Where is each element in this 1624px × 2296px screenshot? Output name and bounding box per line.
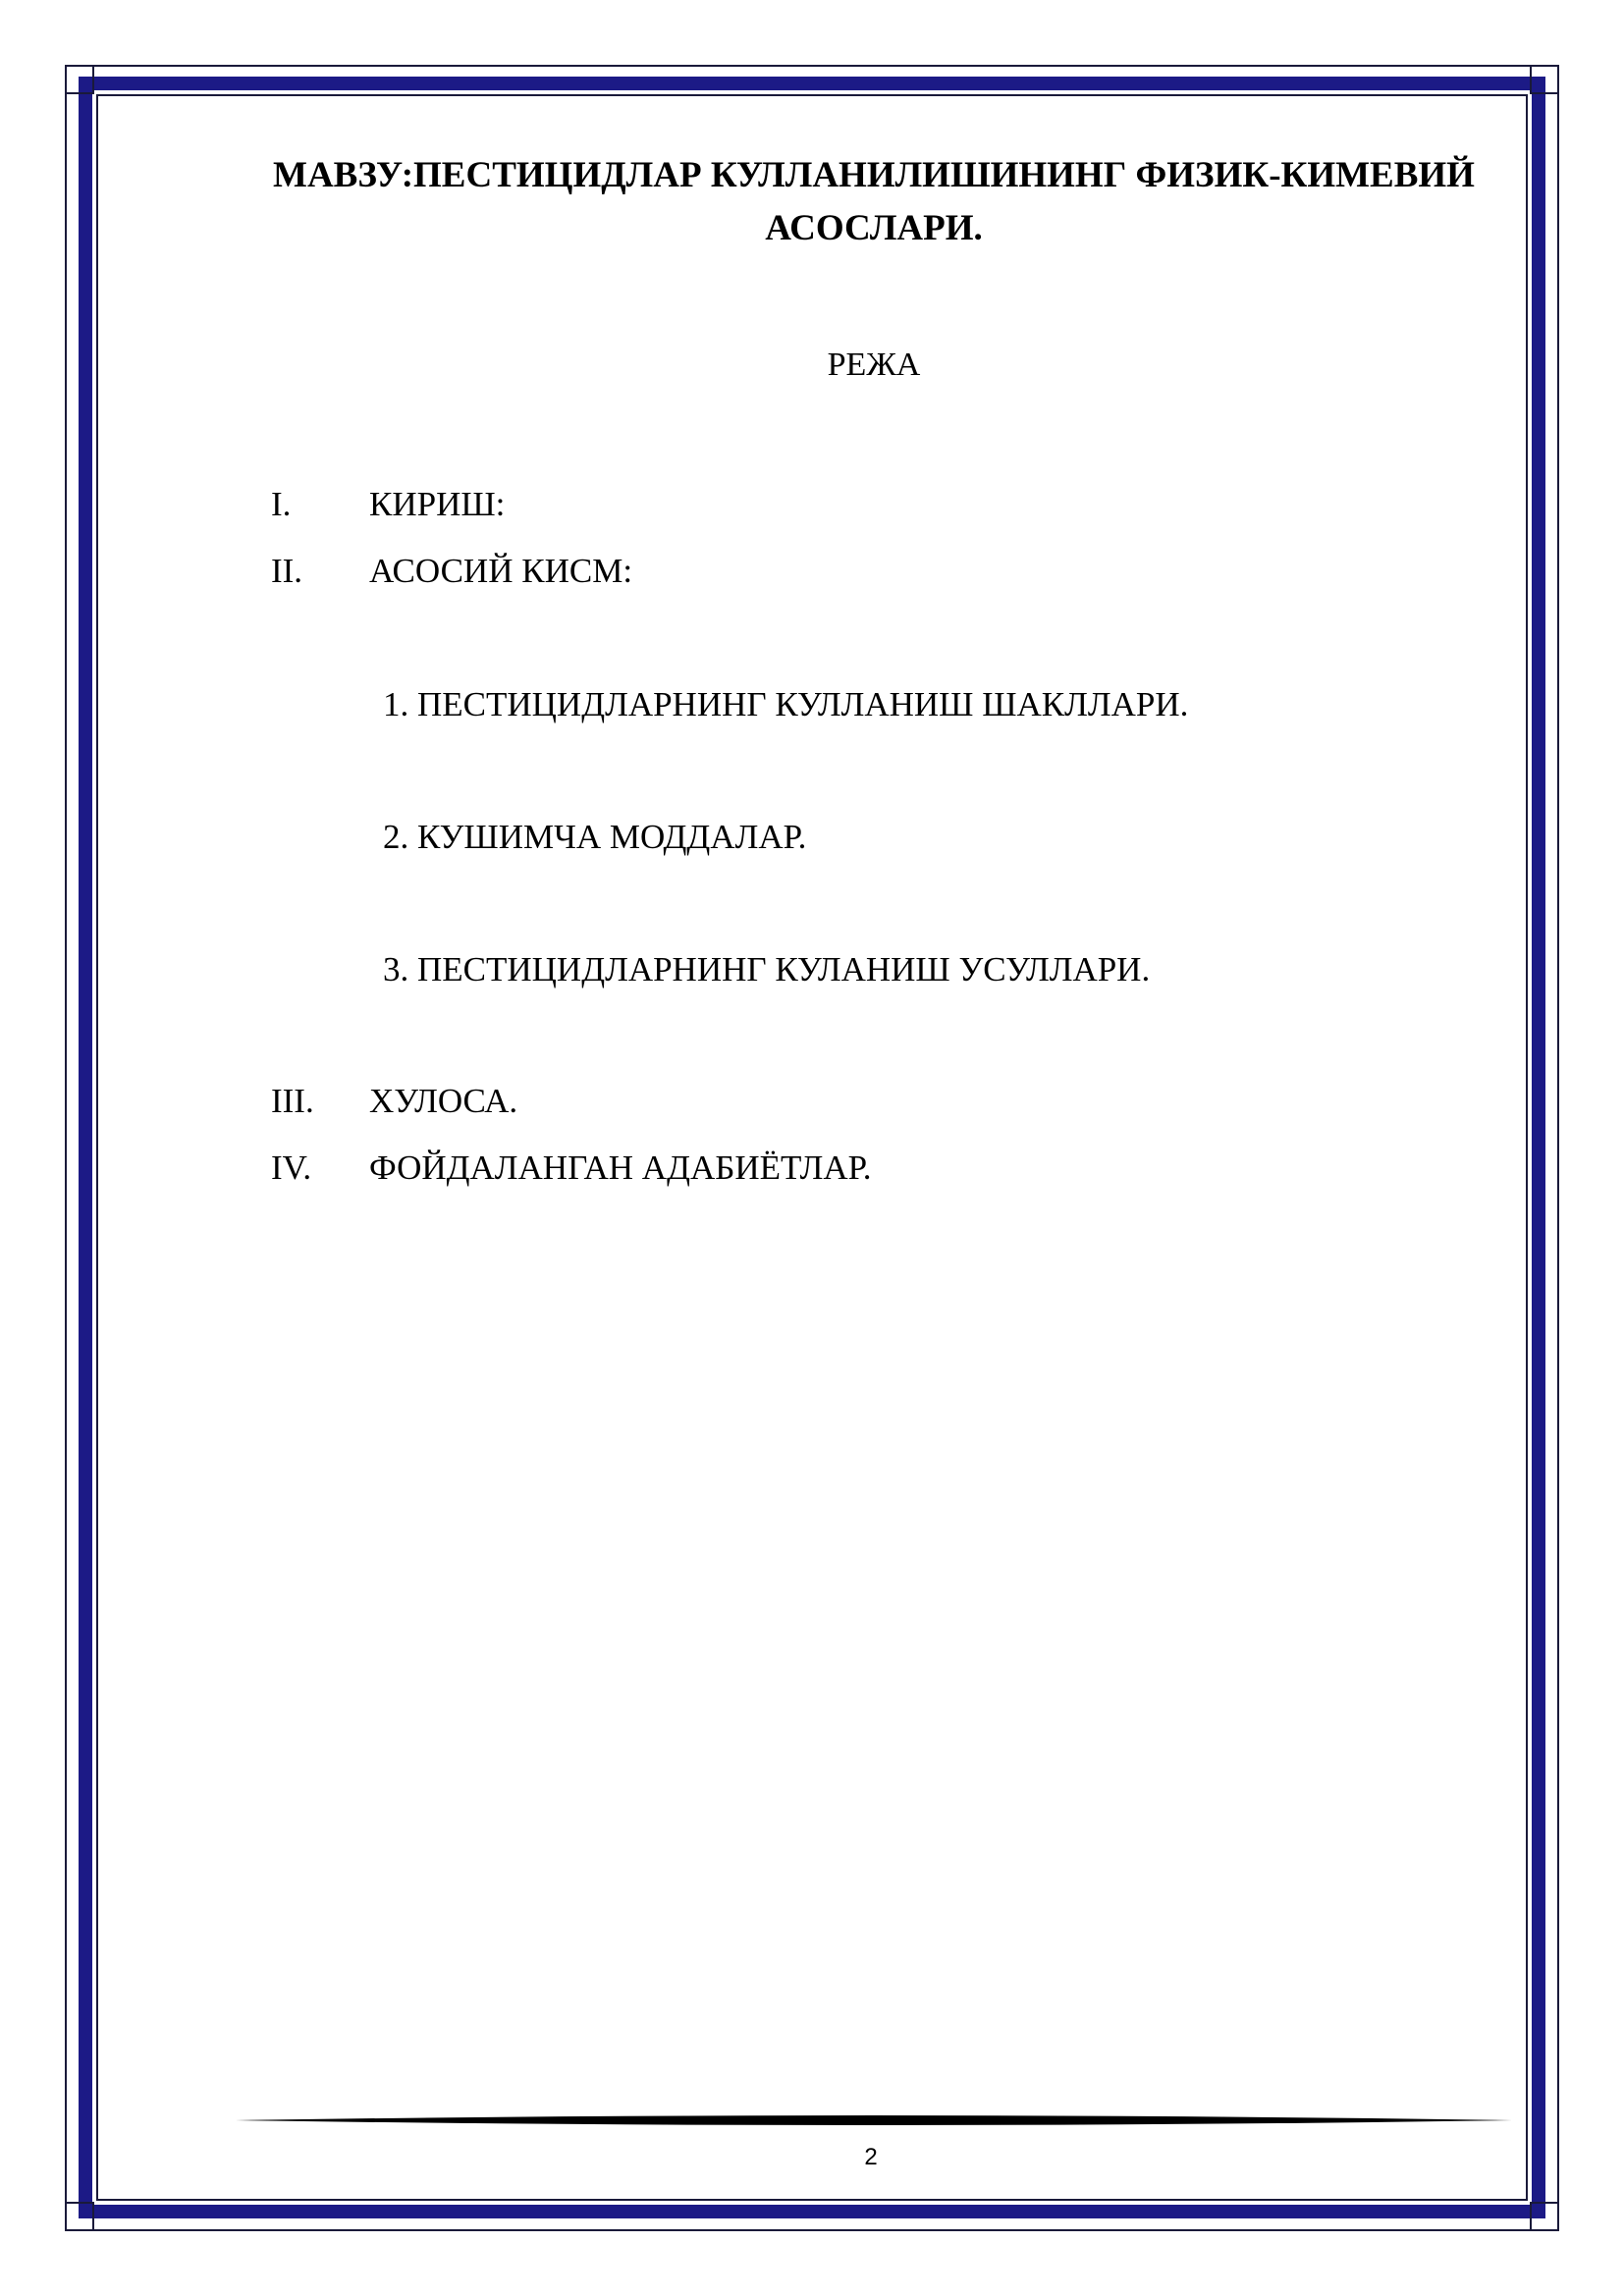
plan-subsection-2: 2. КУШИМЧА МОДДАЛАР.: [383, 818, 807, 856]
section-text: ХУЛОСА.: [369, 1082, 518, 1120]
document-title-line-1: МАВЗУ:ПЕСТИЦИДЛАР КУЛЛАНИЛИШИНИНГ ФИЗИК-КИМЕВИЙ: [273, 155, 1475, 195]
border-corner-top-right: [1530, 65, 1559, 94]
section-number: II.: [271, 552, 303, 590]
plan-section-3: [271, 1082, 517, 1121]
border-corner-top-left: [65, 65, 94, 94]
page-border-inner: [96, 94, 1528, 2201]
border-corner-bottom-right: [1530, 2202, 1559, 2231]
plan-heading: РЕЖА: [827, 347, 921, 383]
section-number: I.: [271, 485, 292, 523]
document-title-line-2: АСОСЛАРИ.: [765, 208, 983, 248]
plan-subsection-3: 3. ПЕСТИЦИДЛАРНИНГ КУЛАНИШ УСУЛЛАРИ.: [383, 950, 1151, 988]
border-corner-bottom-left: [65, 2202, 94, 2231]
plan-subsection-1: 1. ПЕСТИЦИДЛАРНИНГ КУЛЛАНИШ ШАКЛЛАРИ.: [383, 685, 1189, 723]
plan-section-1: [271, 485, 505, 524]
section-text: ФОЙДАЛАНГАН АДАБИЁТЛАР.: [369, 1148, 872, 1187]
section-number: IV.: [271, 1148, 312, 1187]
plan-section-4: [271, 1148, 871, 1188]
section-text: КИРИШ:: [369, 485, 506, 523]
footer-divider: [236, 2110, 1512, 2130]
section-number: III.: [271, 1082, 314, 1120]
plan-section-2: [271, 552, 632, 591]
section-text: АСОСИЙ КИСМ:: [369, 552, 633, 590]
document-title: [226, 149, 1522, 255]
page-number: 2: [864, 2144, 878, 2170]
